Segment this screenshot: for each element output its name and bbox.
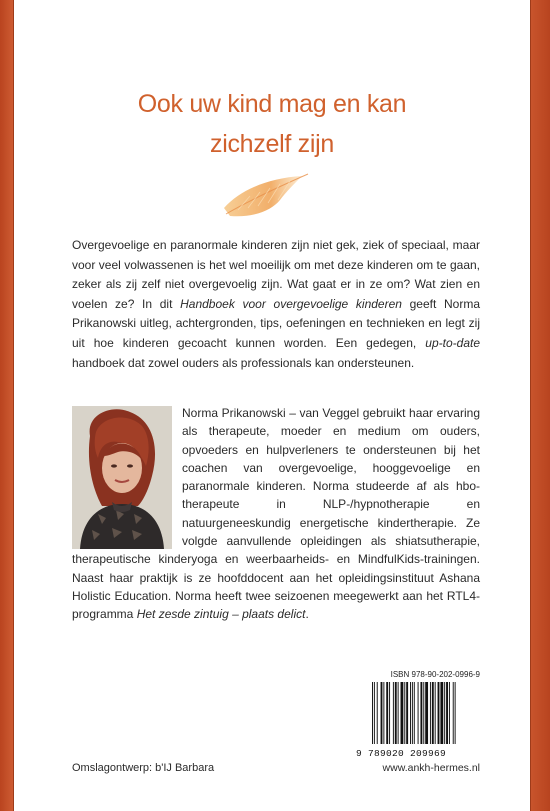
barcode-bar bbox=[404, 682, 405, 744]
book-title: Handboek voor overgevoelige kinderen bbox=[180, 296, 402, 311]
barcode-bar bbox=[449, 682, 450, 744]
barcode-bar bbox=[372, 682, 373, 744]
barcode-bar bbox=[438, 682, 440, 744]
isbn-label: ISBN 978-90-202-0996-9 bbox=[390, 670, 480, 679]
bio-end: . bbox=[305, 607, 309, 622]
barcode-bar bbox=[423, 682, 424, 744]
cover-design-credit: Omslagontwerp: b'IJ Barbara bbox=[72, 762, 215, 774]
barcode-bar bbox=[418, 682, 419, 744]
barcode-bar bbox=[420, 682, 422, 744]
barcode-bar bbox=[389, 682, 390, 744]
barcode-bar bbox=[395, 682, 397, 744]
barcode-bar bbox=[401, 682, 404, 744]
author-bio bbox=[72, 404, 480, 624]
barcode-bar bbox=[444, 682, 445, 744]
barcode-bar bbox=[435, 682, 436, 744]
barcode-bar bbox=[425, 682, 428, 744]
barcode bbox=[370, 682, 480, 746]
barcode-bar bbox=[398, 682, 399, 744]
barcode-bar bbox=[374, 682, 375, 744]
program-title: Het zesde zintuig – plaats delict bbox=[136, 607, 306, 622]
barcode-bar bbox=[381, 682, 383, 744]
headline-line-2: zichzelf zijn bbox=[210, 130, 334, 158]
barcode-bar bbox=[410, 682, 411, 744]
cover-right-edge bbox=[530, 0, 550, 811]
barcode-bar bbox=[430, 682, 431, 744]
cover-left-edge bbox=[0, 0, 14, 811]
up-to-date-text: up-to-date bbox=[425, 335, 480, 350]
barcode-bar bbox=[432, 682, 434, 744]
barcode-bar bbox=[440, 682, 443, 744]
back-cover bbox=[14, 0, 530, 811]
barcode-bar bbox=[383, 682, 384, 744]
blurb-part-1: Overgevoelige en paranormale kinderen zijn niet gek, ziek of speciaal, maar voor veel volwassenen is het wel moeilijk om met deze kinderen om te gaan, zeker als zij zelf niet overgevoelig zijn. Wat gaat er in ze om? Wat zien en voelen ze? In dit bbox=[72, 238, 480, 311]
barcode-bar bbox=[393, 682, 394, 744]
blurb-paragraph bbox=[72, 236, 480, 373]
barcode-bar bbox=[446, 682, 448, 744]
headline-line-1: Ook uw kind mag en kan bbox=[137, 90, 407, 118]
barcode-bar bbox=[453, 682, 454, 744]
portrait-spacer bbox=[72, 404, 182, 549]
barcode-bar bbox=[377, 682, 378, 744]
barcode-bar bbox=[414, 682, 415, 744]
barcode-bar bbox=[412, 682, 413, 744]
feather-icon bbox=[220, 170, 316, 226]
barcode-bar bbox=[455, 682, 456, 744]
barcode-bar bbox=[386, 682, 388, 744]
bio-text: Norma Prikanowski – van Veggel gebruikt haar ervaring als therapeute, moeder en medium om ouders, opvoeders en hulpverleners te ondersteunen bij het coachen van overgevoelige, hooggevoelige en paranormale kinderen. Norma studeerde af als hbo-therapeute in NLP-/hypnotherapie en natuurgeneeskundig energetische kindertherapie. Ze volgde aanvullende opleidingen als shiatsutherapie, therapeutische kinderyoga en weerbaarheids- en MindfulKids-trainingen. Naast haar praktijk is ze hoofddocent aan het opleidingsinstituut Ashana Holistic Education. Norma heeft twee seizoenen meegewerkt aan het RTL4-programma bbox=[72, 406, 480, 622]
blurb-part-3: handboek dat zowel ouders als professionals kan ondersteunen. bbox=[72, 355, 415, 370]
publisher-website: www.ankh-hermes.nl bbox=[382, 762, 480, 774]
blurb-part-2: geeft Norma Prikanowski uitleg, achtergronden, tips, oefeningen en technieken en legt zij uit hoe kinderen gecoacht kunnen worden. Een gedegen, bbox=[72, 296, 481, 350]
barcode-bar bbox=[406, 682, 408, 744]
ean-digits: 9 789020 209969 bbox=[356, 748, 447, 759]
